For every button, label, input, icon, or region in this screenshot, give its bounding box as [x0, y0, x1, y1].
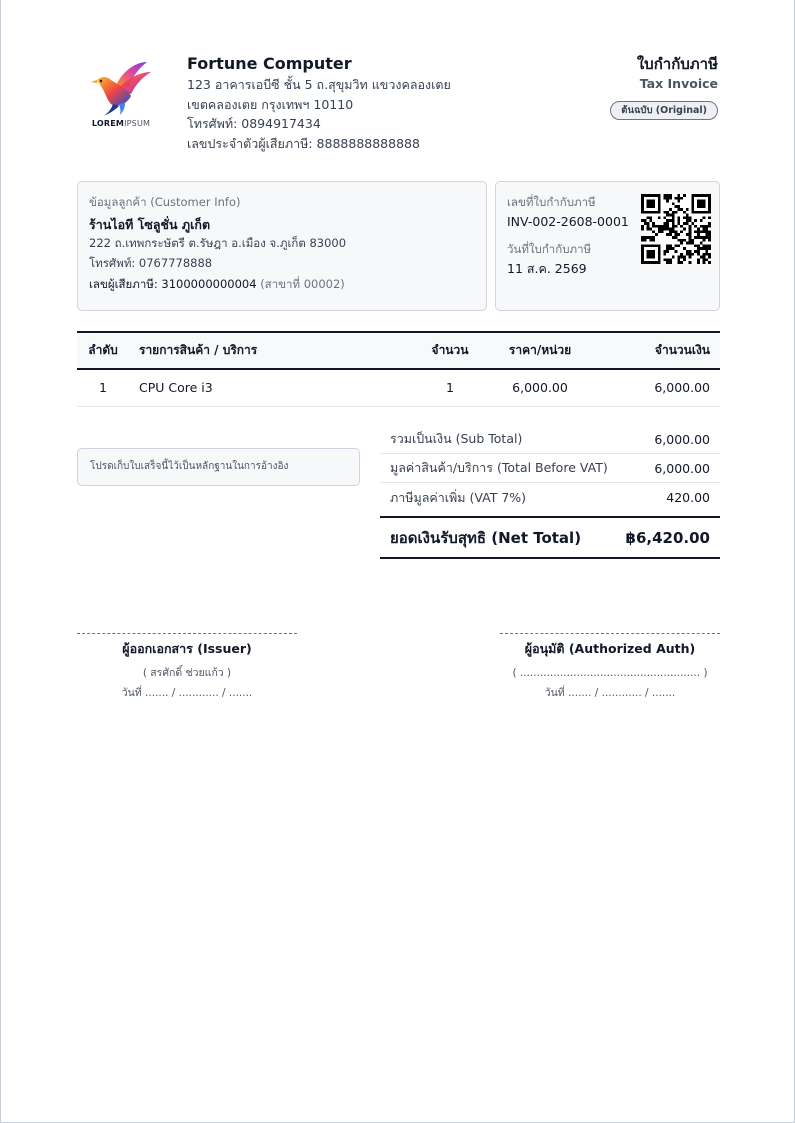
reference-note: โปรดเก็บใบเสร็จนี้ไว้เป็นหลักฐานในการอ้างอิง [77, 448, 360, 486]
document-title-en: Tax Invoice [639, 76, 718, 91]
issuer-signature [77, 633, 297, 700]
row-qty: 1 [415, 369, 485, 406]
invoice-number-label: เลขที่ใบกำกับภาษี [507, 195, 596, 209]
net-total-value: ฿6,420.00 [625, 528, 710, 547]
vat-label: ภาษีมูลค่าเพิ่ม (VAT 7%) [390, 489, 527, 505]
company-name: Fortune Computer [187, 54, 352, 73]
document-title-th: ใบกำกับภาษี [636, 55, 718, 73]
company-info [187, 53, 547, 153]
customer-name: ร้านไอที โซลูชั่น ภูเก็ต [89, 217, 211, 232]
company-address-line1: 123 อาคารเอบีซี ชั้น 5 ถ.สุขุมวิท แขวงคลองเตย [187, 77, 451, 92]
vat-row [380, 483, 720, 512]
customer-phone: โทรศัพท์: 0767778888 [89, 255, 213, 270]
issuer-name: ( สรศักดิ์ ช่วยแก้ว ) [142, 667, 232, 679]
customer-tax-id: เลขผู้เสียภาษี: 3100000000004 [89, 277, 257, 291]
issuer-title: ผู้ออกเอกสาร (Issuer) [122, 641, 252, 656]
net-total-row [380, 516, 720, 559]
customer-tax-line [89, 275, 475, 294]
approver-signature [500, 633, 720, 700]
customer-address: 222 ถ.เทพกระษัตรี ต.รัษฎา อ.เมือง จ.ภูเก็ต 83000 [89, 236, 347, 250]
header-amount: จำนวนเงิน [595, 332, 720, 369]
invoice-info-box [495, 181, 720, 311]
logo-wordmark: LOREMIPSUM [91, 119, 151, 128]
header-qty: จำนวน [415, 332, 485, 369]
invoice-date: 11 ส.ค. 2569 [507, 261, 587, 276]
company-logo [87, 58, 155, 132]
issuer-date: วันที่ ....... / ............ / ....... [121, 687, 253, 699]
subtotal-label: รวมเป็นเงิน (Sub Total) [390, 431, 523, 446]
row-description: CPU Core i3 [129, 369, 415, 406]
approver-title: ผู้อนุมัติ (Authorized Auth) [524, 641, 696, 656]
totals-block [380, 425, 720, 559]
customer-branch: (สาขาที่ 00002) [260, 277, 345, 291]
company-phone: โทรศัพท์: 0894917434 [187, 116, 321, 131]
approver-name: ( ...................................................... ) [512, 667, 708, 679]
before-vat-label: มูลค่าสินค้า/บริการ (Total Before VAT) [390, 460, 608, 475]
items-table [77, 331, 720, 407]
header-no: ลำดับ [77, 332, 129, 369]
header-unit-price: ราคา/หน่วย [485, 332, 595, 369]
company-address-line2: เขตคลองเตย กรุงเทพฯ 10110 [187, 96, 354, 112]
header-description: รายการสินค้า / บริการ [129, 332, 415, 369]
before-vat-value: 6,000.00 [654, 460, 710, 476]
original-badge: ต้นฉบับ (Original) [610, 101, 718, 120]
company-tax-id: เลขประจำตัวผู้เสียภาษี: 8888888888888 [187, 135, 420, 151]
before-vat-row [380, 454, 720, 483]
subtotal-row [380, 425, 720, 454]
subtotal-value: 6,000.00 [654, 431, 710, 447]
vat-value: 420.00 [666, 490, 710, 505]
table-row [77, 369, 720, 406]
approver-date: วันที่ ....... / ............ / ....... [544, 687, 676, 699]
row-no: 1 [77, 369, 129, 406]
items-header-row [77, 332, 720, 369]
row-unit-price: 6,000.00 [485, 369, 595, 406]
net-total-label: ยอดเงินรับสุทธิ (Net Total) [390, 528, 582, 547]
invoice-number: INV-002-2608-0001 [507, 214, 629, 229]
bird-logo-icon [87, 58, 155, 116]
customer-info-label: ข้อมูลลูกค้า (Customer Info) [89, 195, 241, 209]
qr-code-icon [641, 194, 711, 264]
invoice-date-label: วันที่ใบกำกับภาษี [507, 242, 592, 256]
document-title-block [610, 53, 718, 120]
row-amount: 6,000.00 [595, 369, 720, 406]
customer-info-box [77, 181, 487, 311]
